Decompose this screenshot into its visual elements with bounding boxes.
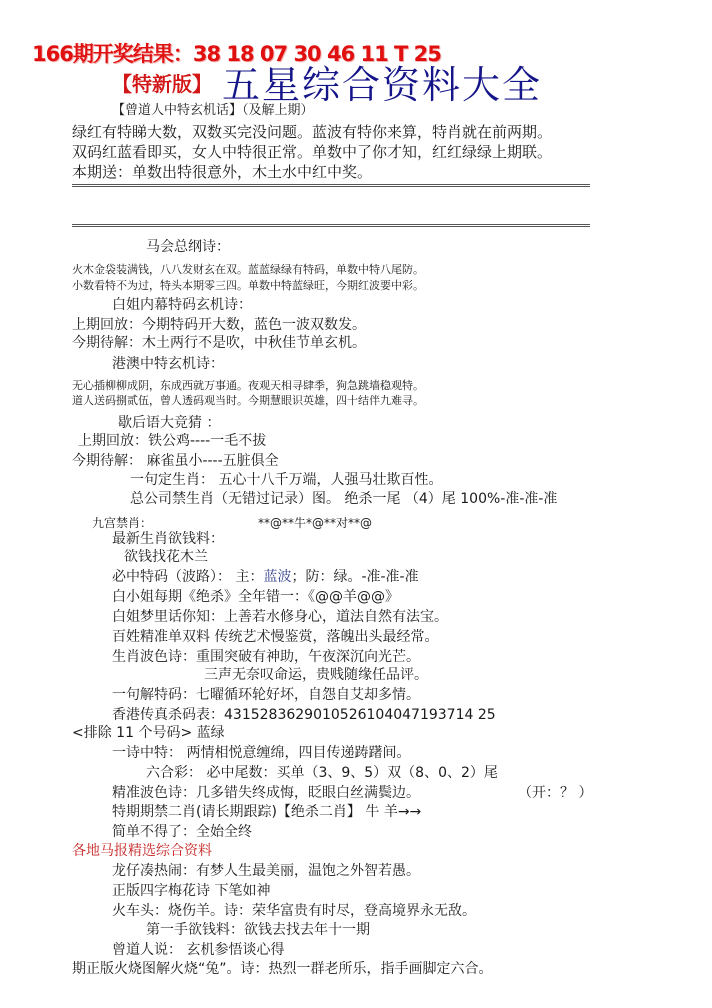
paichu-line: <排除 11 个号码> 蓝绿 — [72, 725, 225, 741]
page-title: 五星综合资料大全 — [222, 63, 543, 107]
kai-note: （开：？ ） — [518, 785, 593, 801]
bizhong-line — [112, 568, 419, 586]
diyishou-line: 第一手欲钱料：欲钱去找去年十一期 — [146, 922, 370, 938]
hkmacau-poem-title: 港澳中特玄机诗： — [112, 356, 224, 372]
hkmacau-line-2: 道人送码捌贰伍，曾人透码观当时。今期慧眼识英雄，四十结伴九难寻。 — [72, 394, 424, 407]
hk-kill-code-line: 香港传真杀码表：4315283629010526104047193714 25 — [112, 707, 496, 723]
section-header: 【曾道人中特玄机话】（及解上期） — [112, 103, 314, 118]
shengxiao-bose-line: 生肖波色诗：重围突破有神助，午夜深沉向光芒。 — [112, 649, 420, 665]
huochetou-line: 火车头：烧伤羊。诗：荣华富贵有时尽，登高境界永无敌。 — [112, 903, 476, 919]
hkmacau-line-1: 无心插柳柳成阴，东成西就万事通。夜观天相寻肆季，狗急跳墙稳观特。 — [72, 379, 424, 392]
yishi-line: 一诗中特： 两情相悦意缠绵，四目传递踌躇间。 — [112, 745, 411, 761]
difang-title: 各地马报精选综合资料 — [72, 843, 212, 859]
divider-2 — [72, 224, 590, 227]
longzai-line: 龙仔凑热闹：有梦人生最美丽，温饱之外智若愚。 — [112, 863, 420, 879]
sansheng-line: 三声无奈叹命运，贵贱随缘任品评。 — [204, 667, 428, 683]
bizhong-label: 必中特码（波路）： — [112, 569, 231, 585]
jiugong-label: 九宫禁肖： — [92, 516, 153, 530]
jiandan-line: 简单不得了：全始全终 — [112, 824, 252, 840]
baixing-line: 百姓精准单双料 传统艺术慢鉴赏，落魄出头最经常。 — [112, 629, 439, 645]
whitegirl-line-1: 上期回放：今期特码开大数，蓝色一波双数发。 — [72, 317, 366, 333]
bizhong-main-value: 蓝波 — [263, 569, 292, 585]
horse-poem-line-2: 小数看特不为过，特头本期零三四。单数中特蓝绿旺，今期红波要中彩。 — [72, 279, 424, 292]
yiju-line: 一句定生肖： 五心十八千万端，人强马壮欺百性。 — [130, 472, 443, 488]
whitegirl-poem-title: 白姐内幕特码玄机诗： — [112, 297, 252, 313]
yijujie-line: 一句解特码：七曜循环轮好坏，自怨自艾却多情。 — [112, 687, 420, 703]
whitegirl-line-2: 今期待解：木土两行不是吹，中秋佳节单玄机。 — [72, 335, 366, 351]
horse-poem-line-1: 火木金袋装满钱，八八发财玄在双。蓝蓝绿绿有特码，单数中特八尾防。 — [72, 263, 424, 276]
liuhecai-line: 六合彩： 必中尾数：买单（3、9、5）双（8、0、2）尾 — [146, 765, 498, 781]
teqi-line: 特期期禁二肖(请长期跟踪)【绝杀二肖】 牛 羊→→ — [112, 804, 422, 820]
jiugong-value: **@**牛*@**对**@ — [258, 516, 373, 530]
fire-picture-line: 期正版火烧图解火烧“兔”。诗：热烈一群老所乐，指手画脚定六合。 — [72, 961, 493, 977]
horse-poem-title: 马会总纲诗： — [146, 239, 230, 255]
divider-1 — [72, 184, 590, 187]
intro-line-1: 绿红有特睇大数，双数买完没问题。蓝波有特你来算，特肖就在前两期。 — [72, 123, 553, 141]
zengdaoren-line: 曾道人说： 玄机参悟谈心得 — [112, 942, 285, 958]
bizhong-main-label: 主： — [235, 569, 264, 585]
draw-result-banner: 166期开奖结果：38 18 07 30 46 11 T 25 — [32, 42, 441, 66]
company-line: 总公司禁生肖（无错过记录）图。 绝杀一尾 （4）尾 100%-准-准-准 — [130, 491, 558, 507]
qianliao-line: 欲钱找花木兰 — [124, 549, 208, 565]
bizhong-rest: ；防：绿。-准-准-准 — [291, 569, 419, 585]
intro-line-2: 双码红蓝看即买，女人中特很正常。单数中了你才知，红红绿绿上期联。 — [72, 143, 553, 161]
jingzhun-line: 精准波色诗：几多错失终成悔，眨眼白丝满鬓边。 — [112, 785, 420, 801]
menghua-line: 白姐梦里话你知：上善若水修身心，道法自然有法宝。 — [112, 609, 448, 625]
xiehou-now: 今期待解： 麻雀虽小----五脏俱全 — [72, 453, 279, 469]
xiehou-title: 歇后语大竞猜 ： — [118, 415, 221, 431]
qianliao-title: 最新生肖欲钱料： — [112, 531, 224, 547]
edition-label: 【特新版】 — [112, 72, 212, 96]
zhengban-line: 正版四字梅花诗 下笔如神 — [112, 883, 271, 899]
xiaojie-jueshe: 白小姐每期《绝杀》全年错一：《@@羊@@》 — [112, 589, 399, 605]
intro-line-3: 本期送：单数出特很意外，木土水中红中奖。 — [72, 163, 373, 181]
xiehou-last: 上期回放：铁公鸡----一毛不拔 — [78, 433, 267, 449]
